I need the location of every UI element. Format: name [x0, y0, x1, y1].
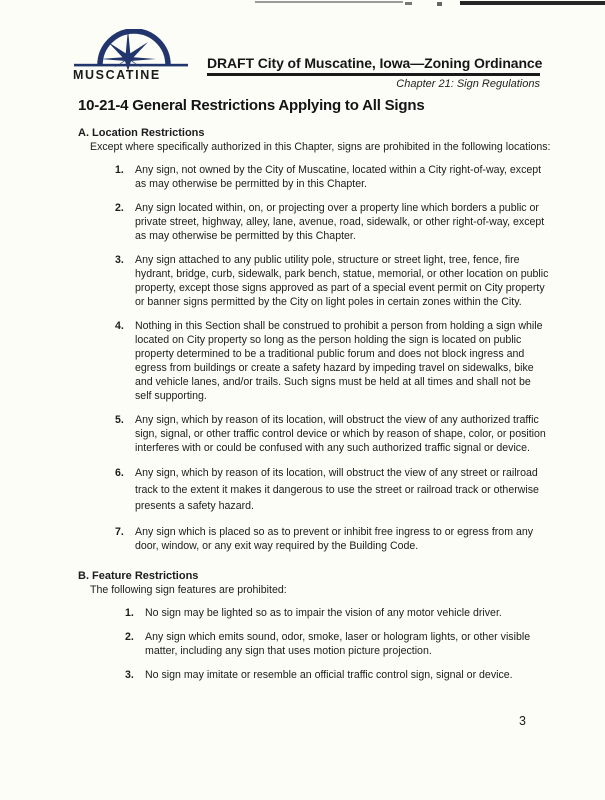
section-heading: 10-21-4 General Restrictions Applying to All Signs	[78, 97, 425, 114]
section-b-label: B. Feature Restrictions	[78, 569, 199, 582]
list-item-text: Any sign, which by reason of its location, will obstruct the view of any authorized traffic sign, signal, or other traffic control device or which by reason of shape, color, or position interferes with or could be confused with any such authorized traffic signal or device.	[135, 414, 546, 454]
list-item-text: No sign may imitate or resemble an official traffic control sign, signal or device.	[145, 668, 513, 681]
list-item	[115, 163, 567, 191]
list-item-text: Any sign attached to any public utility pole, structure or street light, tree, fence, fire hydrant, bridge, curb, sidewalk, park bench, statue, memorial, or other location on public property, except those signs approved as part of a special event permit on City property or banner signs permitted by the City on light poles in certain zones within the City.	[135, 254, 549, 308]
list-item	[115, 319, 567, 403]
list-item	[115, 525, 567, 553]
list-item-number: 3.	[115, 254, 124, 266]
list-item-number: 1.	[115, 164, 124, 176]
list-item	[115, 413, 567, 455]
scan-artifact	[255, 1, 403, 3]
list-item-number: 5.	[115, 414, 124, 426]
list-item-text: Any sign, not owned by the City of Muscatine, located within a City right-of-way, except as may otherwise be permitted by in this Chapter.	[135, 164, 542, 190]
section-a	[78, 127, 567, 553]
list-item	[125, 606, 567, 620]
list-item-text: Any sign which emits sound, odor, smoke, laser or hologram lights, or other visible matter, including any sign that uses motion picture projection.	[145, 630, 531, 657]
list-item-number: 4.	[115, 320, 124, 332]
document-body	[78, 97, 567, 692]
list-item	[125, 668, 567, 682]
list-item-text: Nothing in this Section shall be construed to prohibit a person from holding a sign while located on City property so long as the person holding the sign is located on public property determined to be a traditional public forum and does not block ingress and egress from buildings or create a safety hazard by impeding travel on sidewalks, bike and vehicle lanes, and/or trails. Such signs must be held at all times and shall not be self supporting.	[135, 320, 543, 402]
scan-artifact	[405, 2, 412, 5]
section-b	[78, 570, 567, 682]
list-item	[125, 630, 567, 658]
section-a-list	[78, 163, 567, 553]
section-b-intro: The following sign features are prohibited:	[90, 583, 287, 596]
list-item-text: No sign may be lighted so as to impair the vision of any motor vehicle driver.	[145, 606, 502, 619]
scan-artifact	[437, 2, 442, 6]
list-item	[115, 253, 567, 309]
compass-star-icon	[72, 29, 192, 71]
scan-artifact	[460, 1, 605, 5]
muscatine-logo	[72, 29, 192, 82]
list-item-text: Any sign located within, on, or projecting over a property line which borders a public or private street, highway, alley, lane, avenue, road, sidewalk, or other right-of-way, except as may otherwise be permitted by this Chapter.	[135, 202, 545, 242]
document-subtitle: Chapter 21: Sign Regulations	[396, 78, 540, 90]
list-item-text: Any sign, which by reason of its location, will obstruct the view of any street or railroad track to the extent it makes it dangerous to use the street or railroad track or otherwise presents a safety hazard.	[135, 467, 539, 512]
list-item	[115, 201, 567, 243]
document-header	[207, 55, 543, 90]
list-item-text: Any sign which is placed so as to prevent or inhibit free ingress to or egress from any door, window, or any exit way required by the Building Code.	[135, 525, 534, 552]
list-item	[115, 465, 567, 515]
page-number: 3	[519, 714, 526, 728]
section-a-intro: Except where specifically authorized in this Chapter, signs are prohibited in the following locations:	[90, 141, 551, 153]
list-item-number: 2.	[125, 630, 134, 643]
list-item-number: 7.	[115, 525, 124, 538]
list-item-number: 3.	[125, 668, 134, 681]
list-item-number: 6.	[115, 467, 124, 479]
section-b-list	[78, 606, 567, 682]
section-a-label: A. Location Restrictions	[78, 127, 205, 139]
document-title: DRAFT City of Muscatine, Iowa—Zoning Ordinance	[207, 55, 540, 76]
logo-wordmark: MUSCATINE	[73, 68, 161, 82]
list-item-number: 2.	[115, 202, 124, 214]
list-item-number: 1.	[125, 606, 134, 619]
